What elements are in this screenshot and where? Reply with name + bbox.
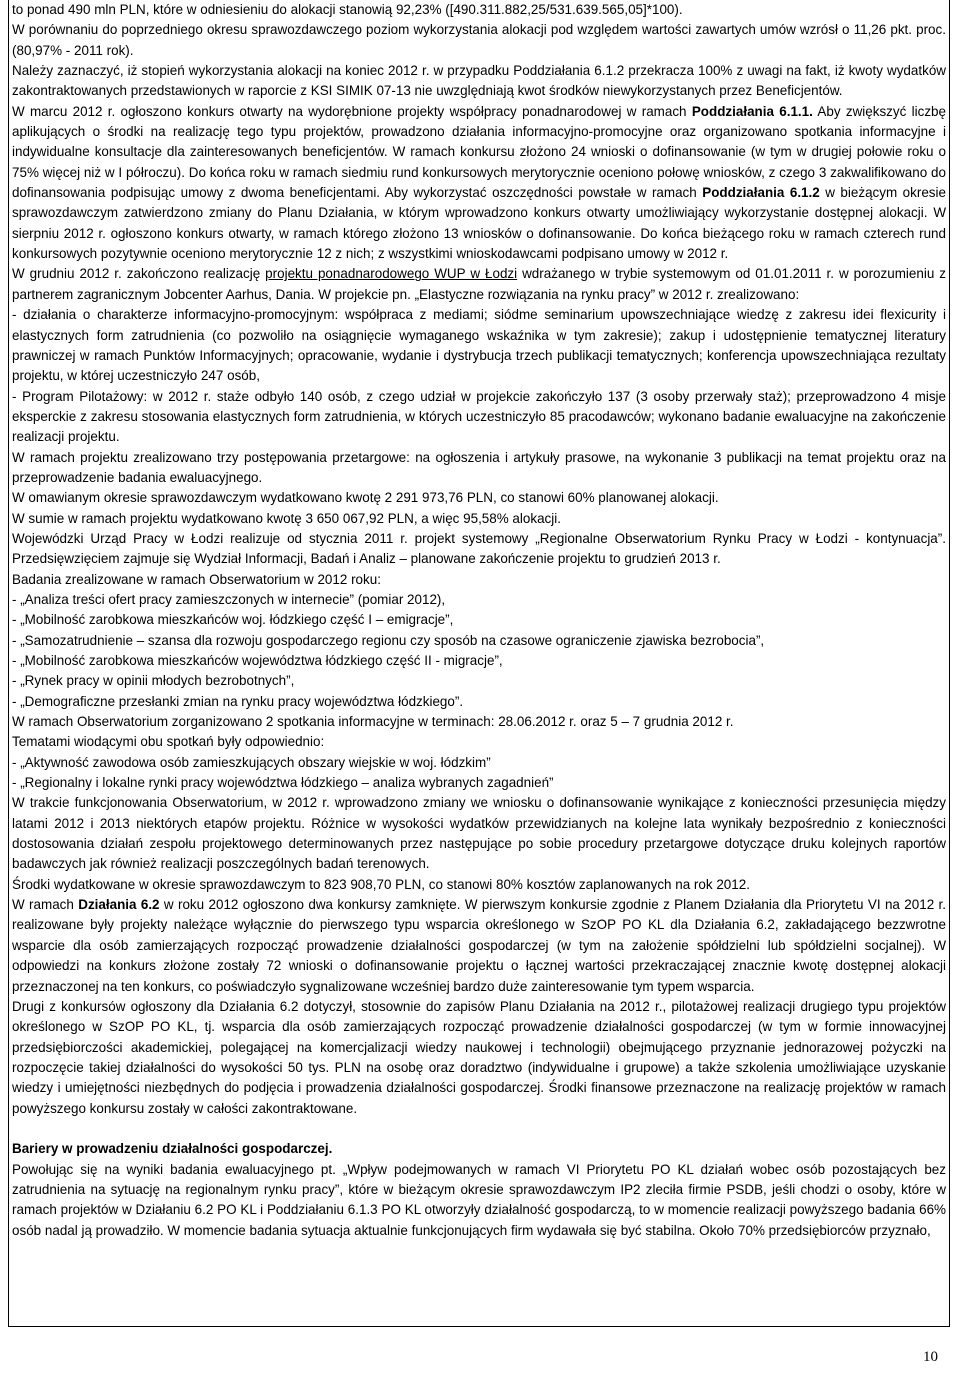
- section-heading: Bariery w prowadzeniu działalności gospodarczej.: [12, 1141, 333, 1157]
- page-frame: [8, 0, 950, 1327]
- paragraph: - działania o charakterze informacyjno-promocyjnym: współpraca z mediami; siódme seminarium upowszechniające wiedzę z zakresu idei flexicurity i elastycznych form zatrudnienia (co pozwoliło na osiągnięcie wymaganego wskaźnika w tym zakresie); zakup i udostępnienie tematycznej literatury prawniczej w ramach Punktów Informacyjnych; opracowanie, wydanie i dystrybucja trzech publikacji tematycznych; konferencja upowszechniająca rezultaty projektu, w której uczestniczyło 247 osób,: [12, 307, 946, 384]
- paragraph: - Program Pilotażowy: w 2012 r. staże odbyło 140 osób, z czego udział w projekcie zakończyło 137 (3 osoby przerwały staż); przeprowadzono 4 misje eksperckie z zakresu stosowania elastycznych form zatrudnienia, w których uczestniczyło 85 pracodawców; wykonano badanie ewaluacyjne na zakończenie realizacji projektu.: [12, 388, 946, 445]
- paragraph: W ramach Działania 6.2 w roku 2012 ogłoszono dwa konkursy zamknięte. W pierwszym konkursie zgodnie z Planem Działania dla Priorytetu VI na 2012 r. realizowane były projekty należące wyłącznie do pierwszego typu wsparcia określonego w SzOP PO KL dla Działania 6.2, zakładającego bezzwrotne wsparcie dla osób zamierzających rozpocząć prowadzenie działalności gospodarczej (w tym na założenie spółdzielni lub spółdzielni socjalnej). W odpowiedzi na konkurs złożone zostały 72 wnioski o dofinansowanie projektu o łącznej wartości przekraczającej znacznie kwotę dostępnej alokacji przeznaczonej na ten konkurs, co poświadczyło sygnalizowane wcześniej bardzo duże zainteresowanie tym typem wsparcia.: [12, 897, 947, 994]
- bold-text: Poddziałania 6.1.1.: [691, 103, 813, 119]
- paragraph: W ramach Obserwatorium zorganizowano 2 spotkania informacyjne w terminach: 28.06.2012 r. oraz 5 – 7 grudnia 2012 r.: [12, 714, 734, 730]
- paragraph: Środki wydatkowane w okresie sprawozdawczym to 823 908,70 PLN, co stanowi 80% kosztów zaplanowanych na rok 2012.: [12, 876, 750, 892]
- paragraph: W marcu 2012 r. ogłoszono konkurs otwarty na wydorębnione projekty współpracy ponadnarodowej w ramach Poddziałania 6.1.1. Aby zwiększyć liczbę aplikujących o środki na realizację tego typu projektów, prowadzono działania informacyjno-promocyjne oraz organizowano spotkania informacyjne i indywidualne konsultacje dla zainteresowanych beneficjentów. W ramach konkursu złożono 24 wnioski o dofinansowanie (w tym w drugiej połowie roku o 75% więcej niż w I półroczu). Do końca roku w ramach siedmiu rund konkursowych merytorycznie oceniono połowę wniosków, z czego 3 zakwalifikowano do dofinansowania podpisując umowy z dwoma beneficjentami. Aby wykorzystać oszczędności powstałe w ramach Poddziałania 6.1.2 w bieżącym okresie sprawozdawczym zatwierdzono zmiany do Planu Działania, w którym wprowadzono konkurs otwarty umożliwiający wykorzystanie dostępnej alokacji. W sierpniu 2012 r. ogłoszono konkurs otwarty, w ramach którego złożono 13 wniosków o dofinansowanie. Do końca bieżącego roku w ramach czterech rund konkursowych pozytywnie oceniono merytorycznie 12 z nich; z wszystkimi wnioskodawcami podpisano umowy w 2012 r.: [12, 103, 946, 262]
- paragraph: Tematami wiodącymi obu spotkań były odpowiednio:: [12, 734, 325, 750]
- bold-text: Działania 6.2: [78, 897, 160, 913]
- paragraph-list: [12, 0, 946, 1119]
- paragraph: Drugi z konkursów ogłoszony dla Działania 6.2 dotyczył, stosownie do zapisów Planu Działania na 2012 r., pilotażowej realizacji drugiego typu projektów określonego w SzOP PO KL, tj. wsparcia dla osób zamierzających rozpocząć prowadzenie działalności gospodarczej (w tym w formie innowacyjnej przedsiębiorczości akademickiej, polegającej na komercjalizacji wiedzy naukowej i technologii) obejmującego przyznanie jednorazowej pożyczki na rozpoczęcie takiej działalności do wysokości 50 tys. PLN na osobę oraz doradztwo (indywidualne i grupowe) a także szkolenia umożliwiające uzyskanie wiedzy i umiejętności niezbędnych do podjęcia i prowadzenia działalności gospodarczej. Środki finansowe przeznaczone na realizację projektów w ramach powyższego konkursu zostały w całości zakontraktowane.: [12, 998, 946, 1116]
- paragraph: - „Demograficzne przesłanki zmian na rynku pracy województwa łódzkiego”.: [12, 693, 464, 709]
- paragraph: W sumie w ramach projektu wydatkowano kwotę 3 650 067,92 PLN, a więc 95,58% alokacji.: [12, 510, 561, 526]
- paragraph: - „Mobilność zarobkowa mieszkańców województwa łódzkiego część II - migracje”,: [12, 653, 503, 668]
- page-number: 10: [923, 1349, 938, 1365]
- paragraph: W porównaniu do poprzedniego okresu sprawozdawczego poziom wykorzystania alokacji pod względem wartości zawartych umów wzrósł o 11,26 pkt. proc. (80,97% - 2011 rok).: [12, 22, 946, 58]
- paragraph: Badania zrealizowane w ramach Obserwatorium w 2012 roku:: [12, 571, 381, 587]
- paragraph: W trakcie funkcjonowania Obserwatorium, w 2012 r. wprowadzono zmiany we wniosku o dofinansowanie wynikające z konieczności przesunięcia między latami 2012 i 2013 niektórych etapów projektu. Różnice w wysokości wydatków przewidzianych na kolejne lata wynikały bezpośrednio z konieczności dostosowania działań zespołu projektowego determinowanych przez następujące po sobie procedury przetargowe dotyczące druku kolejnych raportów badawczych jak również realizacji poszczególnych badań terenowych.: [12, 795, 946, 872]
- document-body: [9, 0, 949, 1241]
- paragraph: Należy zaznaczyć, iż stopień wykorzystania alokacji na koniec 2012 r. w przypadku Poddziałania 6.1.2 przekracza 100% z uwagi na fakt, iż kwoty wydatków zakontraktowanych przedstawionych w raporcie z KSI SIMIK 07-13 nie uwzględniają kwot środków niewykorzystanych przez Beneficjentów.: [12, 63, 946, 99]
- paragraph: - „Samozatrudnienie – szansa dla rozwoju gospodarczego regionu czy sposób na czasowe ograniczenie zjawiska bezrobocia”,: [12, 632, 765, 648]
- underlined-text: projektu ponadnarodowego WUP w Łodzi: [265, 266, 518, 282]
- paragraph: - „Analiza treści ofert pracy zamieszczonych w internecie” (pomiar 2012),: [12, 591, 446, 607]
- paragraph: W omawianym okresie sprawozdawczym wydatkowano kwotę 2 291 973,76 PLN, co stanowi 60% planowanej alokacji.: [12, 490, 719, 506]
- paragraph: - „Aktywność zawodowa osób zamieszkujących obszary wiejskie w woj. łódzkim”: [12, 754, 491, 770]
- section-paragraph: Powołując się na wyniki badania ewaluacyjnego pt. „Wpływ podejmowanych w ramach VI Priorytetu PO KL działań wobec osób pozostających bez zatrudnienia na sytuację na regionalnym rynku pracy”, które w bieżącym okresie sprawozdawczym IP2 zleciła firmie PSDB, jeśli chodzi o osoby, które w ramach projektów w Działaniu 6.2 PO KL i Poddziałaniu 6.1.3 PO KL otworzyły działalność gospodarczą, to w momencie realizacji powyższego badania 66% osób nadal ją prowadziło. W momencie badania sytuacja aktualnie funkcjonujących firm wydawała się być stabilna. Około 70% przedsiębiorców przyznało,: [12, 1161, 946, 1238]
- paragraph: - „Mobilność zarobkowa mieszkańców woj. łódzkiego część I – emigracje”,: [12, 612, 454, 628]
- bold-text: Poddziałania 6.1.2: [702, 185, 820, 201]
- paragraph: Wojewódzki Urząd Pracy w Łodzi realizuje od stycznia 2011 r. projekt systemowy „Regionalne Obserwatorium Rynku Pracy w Łodzi - kontynuacja”. Przedsięwzięciem zajmuje się Wydział Informacji, Badań i Analiz – planowane zakończenie projektu to grudzień 2013 r.: [12, 530, 946, 567]
- paragraph: W ramach projektu zrealizowano trzy postępowania przetargowe: na ogłoszenia i artykuły prasowe, na wykonanie 3 publikacji na temat projektu oraz na przeprowadzenie badania ewaluacyjnego.: [12, 449, 946, 485]
- paragraph: W grudniu 2012 r. zakończono realizację projektu ponadnarodowego WUP w Łodzi wdrażanego w trybie systemowym od 01.01.2011 r. w porozumieniu z partnerem zagranicznym Jobcenter Aarhus, Dania. W projekcie pn. „Elastyczne rozwiązania na rynku pracy” w 2012 r. zrealizowano:: [12, 266, 946, 302]
- paragraph: to ponad 490 mln PLN, które w odniesieniu do alokacji stanowią 92,23% ([490.311.882,25/531.639.565,05]*100).: [12, 2, 683, 17]
- paragraph: - „Regionalny i lokalne rynki pracy województwa łódzkiego – analiza wybranych zagadnień”: [12, 775, 554, 791]
- spacer: [12, 1119, 946, 1139]
- paragraph: - „Rynek pracy w opinii młodych bezrobotnych”,: [12, 673, 295, 689]
